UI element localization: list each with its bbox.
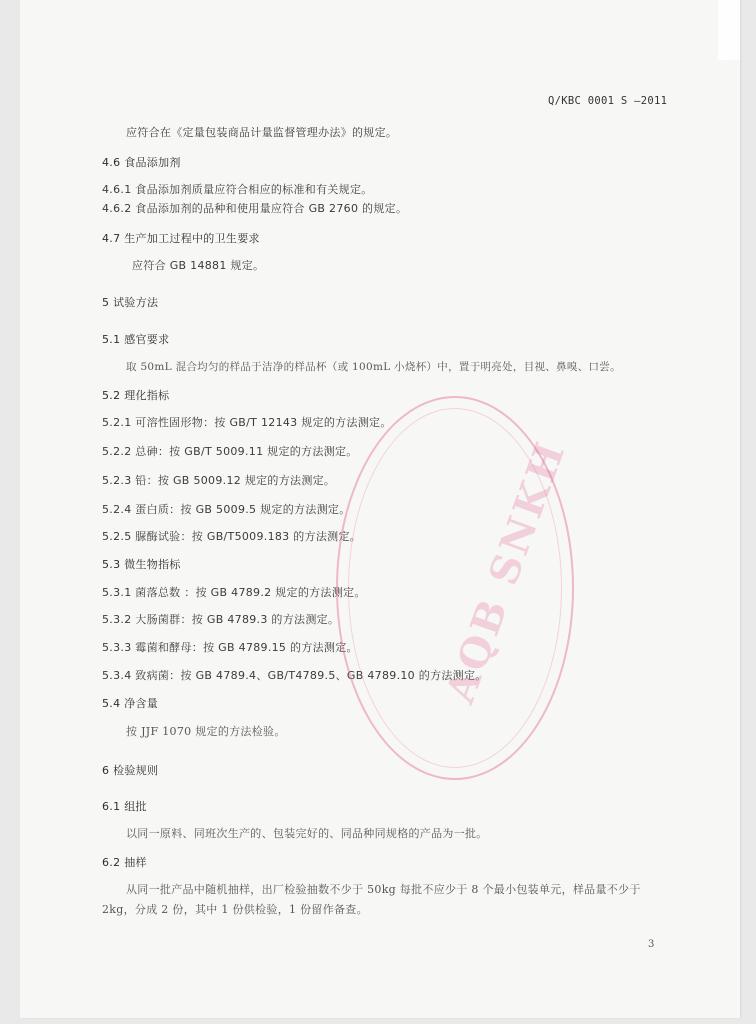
text-line: 5.3.2 大肠菌群：按 GB 4789.3 的方法测定。: [102, 613, 340, 626]
text-line: 应符合 GB 14881 规定。: [132, 259, 265, 272]
text-line: 取 50mL 混合均匀的样品于洁净的样品杯（或 100mL 小烧杯）中，置于明亮处，目视、鼻嗅、口尝。: [126, 361, 621, 373]
section-heading-4-6: 4.6 食品添加剂: [102, 156, 181, 169]
text-line: 5.2.2 总砷：按 GB/T 5009.11 规定的方法测定。: [102, 445, 358, 458]
section-heading-5-1: 5.1 感官要求: [102, 333, 170, 346]
text-line: 5.2.4 蛋白质：按 GB 5009.5 规定的方法测定。: [102, 503, 351, 516]
text-paragraph: 从同一批产品中随机抽样，出厂检验抽数不少于 50kg 每批不应少于 8 个最小包装单元，样品量不少于 2kg，分成 2 份，其中 1 份供检验，1 份留作备查。: [102, 883, 641, 916]
text-line: 4.6.1 食品添加剂质量应符合相应的标准和有关规定。: [102, 183, 373, 196]
text-line: 以同一原料、同班次生产的、包装完好的、同品种同规格的产品为一批。: [126, 827, 488, 840]
official-seal-stamp: [336, 396, 574, 780]
text-line: 5.2.5 脲酶试验：按 GB/T5009.183 的方法测定。: [102, 530, 362, 543]
section-heading-6-2: 6.2 抽样: [102, 856, 147, 869]
page-number: 3: [648, 939, 655, 950]
section-heading-4-7: 4.7 生产加工过程中的卫生要求: [102, 232, 260, 245]
text-line: 按 JJF 1070 规定的方法检验。: [126, 725, 286, 738]
section-heading-5: 5 试验方法: [102, 296, 159, 309]
doc-header-code: Q/KBC 0001 S —2011: [548, 95, 668, 107]
seal-inner-ring: [348, 408, 562, 768]
text-line: 5.3.3 霉菌和酵母：按 GB 4789.15 的方法测定。: [102, 641, 358, 654]
text-line: 应符合在《定量包装商品计量监督管理办法》的规定。: [126, 126, 398, 139]
section-heading-6-1: 6.1 组批: [102, 800, 147, 813]
section-heading-5-4: 5.4 净含量: [102, 697, 159, 710]
section-heading-5-2: 5.2 理化指标: [102, 389, 170, 402]
scan-edge: [718, 0, 740, 60]
section-heading-6: 6 检验规则: [102, 764, 159, 777]
seal-text: AQB SNKH: [436, 433, 576, 710]
text-line: 5.3.4 致病菌：按 GB 4789.4、GB/T4789.5、GB 4789.10 的方法测定。: [102, 669, 487, 682]
text-line: 5.2.1 可溶性固形物：按 GB/T 12143 规定的方法测定。: [102, 416, 392, 429]
document-page: [20, 0, 740, 1018]
text-line: 4.6.2 食品添加剂的品种和使用量应符合 GB 2760 的规定。: [102, 202, 408, 215]
text-line: 5.2.3 铅：按 GB 5009.12 规定的方法测定。: [102, 474, 336, 487]
section-heading-5-3: 5.3 微生物指标: [102, 558, 181, 571]
text-line: 5.3.1 菌落总数 ：按 GB 4789.2 规定的方法测定。: [102, 586, 366, 599]
